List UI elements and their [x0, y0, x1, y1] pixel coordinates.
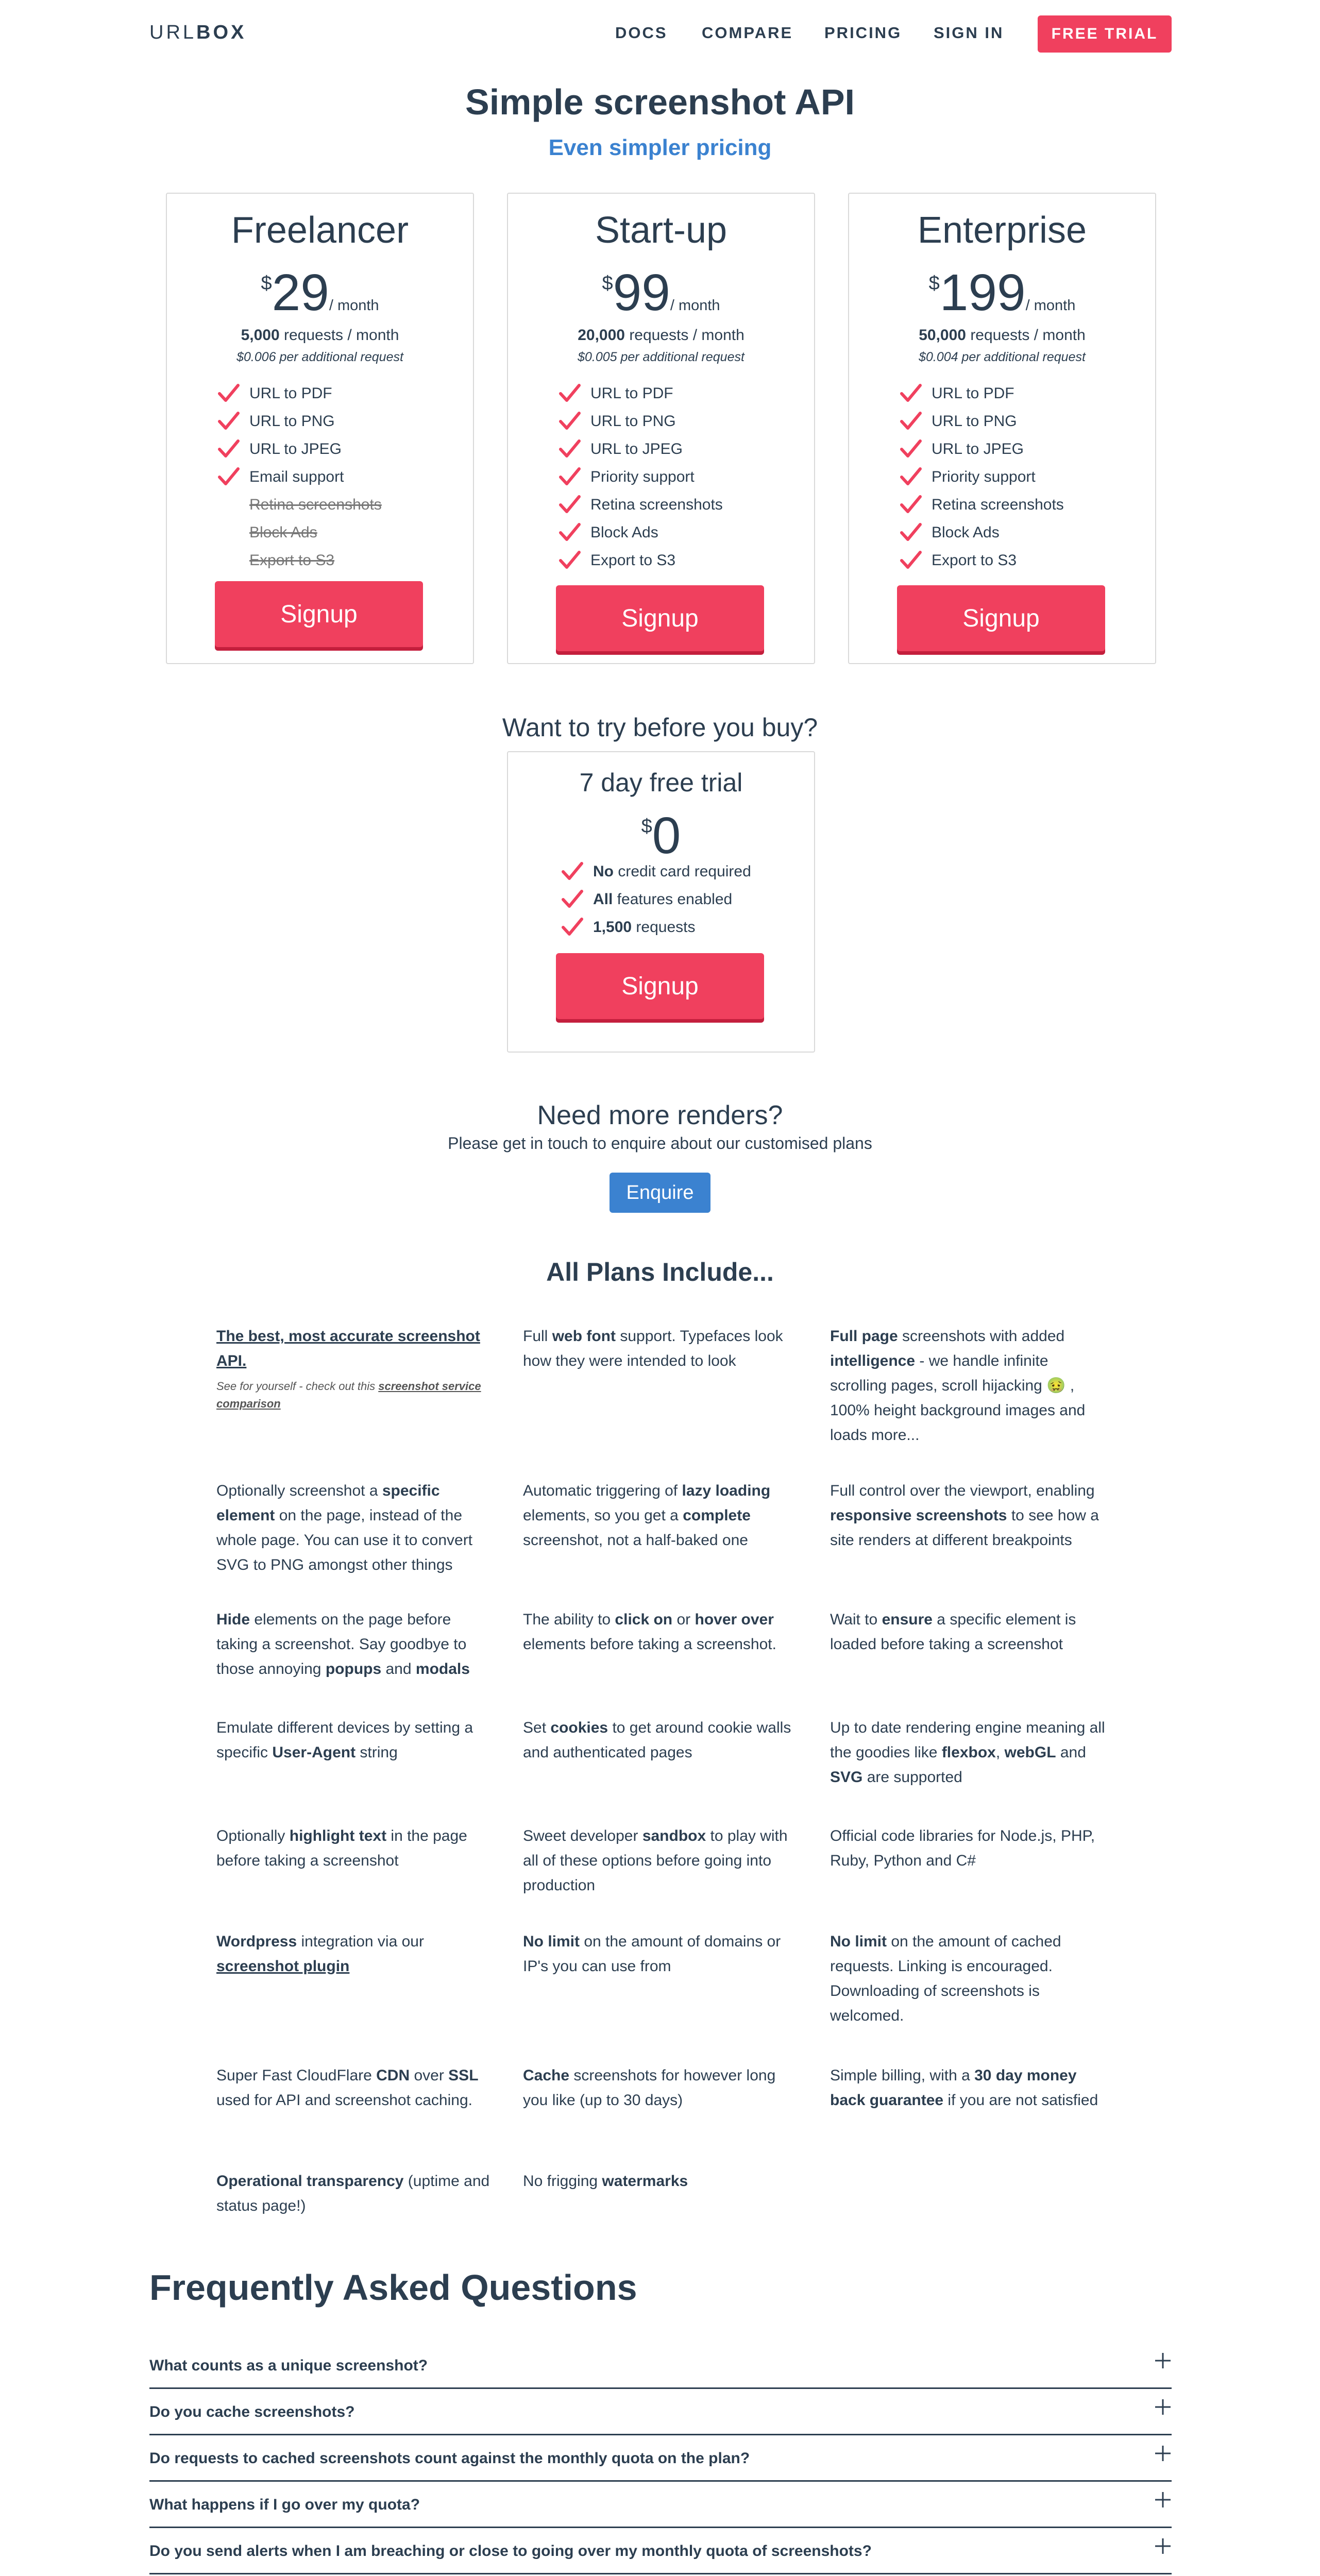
- check-icon: [561, 916, 584, 939]
- check-icon: [900, 549, 922, 572]
- faq-question[interactable]: Do you cache screenshots?: [149, 2403, 355, 2420]
- plan-name: Start-up: [595, 210, 727, 251]
- plan-price: $199/ month: [928, 264, 1076, 321]
- trial-heading: Want to try before you buy?: [502, 713, 818, 742]
- check-icon: [217, 438, 240, 461]
- plan-include-item: Hide elements on the page before taking a screenshot. Say goodbye to those annoying popups and modals: [216, 1611, 470, 1677]
- plan-include-item: The ability to click on or hover over elements before taking a screenshot.: [523, 1611, 776, 1653]
- plan-include-item: Optionally screenshot a specific element on the page, instead of the whole page. You can use it to convert SVG to PNG amongst other things: [216, 1482, 473, 1573]
- faq-question[interactable]: What happens if I go over my quota?: [149, 2496, 420, 2513]
- plan-include-item: No frigging watermarks: [523, 2173, 688, 2190]
- plan-include-item: Official code libraries for Node.js, PHP, Ruby, Python and C#: [830, 1827, 1095, 1869]
- check-icon: [217, 410, 240, 433]
- faq-item[interactable]: [149, 2435, 1172, 2482]
- signup-button[interactable]: Signup: [897, 585, 1105, 651]
- trial-feature: No credit card required: [593, 860, 751, 883]
- trial-name: 7 day free trial: [579, 768, 743, 797]
- signup-button[interactable]: Signup: [556, 585, 764, 651]
- trial-feature: All features enabled: [593, 888, 732, 911]
- plan-feature: Export to S3: [590, 549, 675, 572]
- plan-feature: URL to PDF: [590, 382, 673, 405]
- logo[interactable]: URLBOX: [149, 22, 247, 43]
- plus-icon: [1154, 2398, 1172, 2416]
- plan-extra-cost: $0.004 per additional request: [919, 350, 1086, 364]
- trial-card: [507, 751, 815, 1053]
- enquire-button[interactable]: Enquire: [610, 1173, 710, 1213]
- plan-include-item: The best, most accurate screenshot API. See for yourself - check out this screenshot service comparison: [216, 1328, 481, 1410]
- free-trial-button[interactable]: FREE TRIAL: [1038, 15, 1172, 53]
- plan-include-item: Cache screenshots for however long you like (up to 30 days): [523, 2067, 776, 2109]
- more-heading: Need more renders?: [537, 1100, 783, 1130]
- nav-sign-in[interactable]: SIGN IN: [934, 24, 1004, 42]
- check-icon: [559, 466, 581, 488]
- plan-feature: Email support: [249, 466, 344, 488]
- check-icon: [217, 466, 240, 488]
- plan-include-item: Sweet developer sandbox to play with all of these options before going into production: [523, 1827, 788, 1894]
- all-plans-heading: All Plans Include...: [546, 1258, 774, 1286]
- page-subtitle: Even simpler pricing: [548, 135, 772, 160]
- check-icon: [900, 438, 922, 461]
- plan-requests: 20,000 requests / month: [578, 327, 744, 344]
- plan-feature-excluded: Retina screenshots: [249, 496, 382, 513]
- plan-feature: URL to PNG: [932, 410, 1017, 433]
- nav-docs[interactable]: DOCS: [615, 24, 668, 42]
- plan-feature: URL to PNG: [590, 410, 676, 433]
- check-icon: [559, 549, 581, 572]
- plan-include-item: No limit on the amount of cached requests. Linking is encouraged. Downloading of screenshots is welcomed.: [830, 1933, 1061, 2024]
- plan-requests: 50,000 requests / month: [919, 327, 1086, 344]
- plan-include-item: Automatic triggering of lazy loading elements, so you get a complete screenshot, not a half-baked one: [523, 1482, 771, 1549]
- plan-name: Freelancer: [231, 210, 409, 251]
- plan-include-item: Full page screenshots with added intelligence - we handle infinite scrolling pages, scroll hijacking 🤢 , 100% height background images and loads more...: [830, 1328, 1086, 1444]
- check-icon: [561, 888, 584, 911]
- faq-item[interactable]: [149, 2343, 1172, 2389]
- trial-feature: 1,500 requests: [593, 916, 695, 939]
- check-icon: [900, 382, 922, 405]
- faq-heading: Frequently Asked Questions: [149, 2267, 637, 2308]
- plan-feature: URL to JPEG: [932, 438, 1024, 461]
- plan-feature: Priority support: [932, 466, 1036, 488]
- plan-feature: Block Ads: [590, 521, 658, 544]
- plus-icon: [1154, 2445, 1172, 2462]
- plan-feature: Priority support: [590, 466, 695, 488]
- plan-include-item: Full web font support. Typefaces look how they were intended to look: [523, 1328, 783, 1369]
- plan-feature-excluded: Block Ads: [249, 524, 317, 541]
- plan-feature: URL to JPEG: [249, 438, 342, 461]
- plan-feature: Export to S3: [932, 549, 1017, 572]
- check-icon: [561, 860, 584, 883]
- plus-icon: [1154, 2537, 1172, 2555]
- plan-feature: URL to JPEG: [590, 438, 683, 461]
- plan-price: $99/ month: [602, 264, 720, 321]
- nav-compare[interactable]: COMPARE: [702, 24, 793, 42]
- plan-price: $29/ month: [261, 264, 379, 321]
- plan-feature: Retina screenshots: [932, 494, 1064, 516]
- check-icon: [559, 382, 581, 405]
- plus-icon: [1154, 2491, 1172, 2509]
- plan-include-item: Super Fast CloudFlare CDN over SSL used for API and screenshot caching.: [216, 2067, 479, 2109]
- plan-extra-cost: $0.006 per additional request: [236, 350, 403, 364]
- trial-signup-button[interactable]: Signup: [556, 953, 764, 1019]
- pricing-card: [848, 193, 1156, 664]
- plan-include-item: Operational transparency (uptime and status page!): [216, 2173, 490, 2214]
- plan-feature: Block Ads: [932, 521, 1000, 544]
- plan-include-item: Simple billing, with a 30 day money back guarantee if you are not satisfied: [830, 2067, 1098, 2109]
- nav-pricing[interactable]: PRICING: [824, 24, 902, 42]
- check-icon: [559, 438, 581, 461]
- check-icon: [559, 521, 581, 544]
- page-title: Simple screenshot API: [465, 82, 855, 122]
- pricing-card: [507, 193, 815, 664]
- plan-include-item: Optionally highlight text in the page before taking a screenshot: [216, 1827, 467, 1869]
- plan-include-item: Full control over the viewport, enabling responsive screenshots to see how a site renders at different breakpoints: [830, 1482, 1099, 1549]
- plan-include-item: Set cookies to get around cookie walls and authenticated pages: [523, 1719, 791, 1761]
- plus-icon: [1154, 2352, 1172, 2369]
- pricing-card: [166, 193, 474, 664]
- plan-include-item: Wait to ensure a specific element is loaded before taking a screenshot: [830, 1611, 1076, 1653]
- plan-include-item: Emulate different devices by setting a specific User-Agent string: [216, 1719, 473, 1761]
- plan-requests: 5,000 requests / month: [241, 327, 399, 344]
- plan-feature: Retina screenshots: [590, 494, 723, 516]
- check-icon: [559, 410, 581, 433]
- plan-feature: URL to PNG: [249, 410, 335, 433]
- plan-feature-excluded: Export to S3: [249, 552, 335, 569]
- plan-include-item: No limit on the amount of domains or IP's you can use from: [523, 1933, 781, 1975]
- check-icon: [559, 494, 581, 516]
- signup-button[interactable]: Signup: [215, 581, 423, 647]
- faq-question[interactable]: What counts as a unique screenshot?: [149, 2357, 428, 2374]
- plan-include-item: Wordpress integration via our screenshot plugin: [216, 1933, 424, 1975]
- plan-name: Enterprise: [917, 210, 1087, 251]
- plan-extra-cost: $0.005 per additional request: [578, 350, 744, 364]
- faq-question[interactable]: Do requests to cached screenshots count against the monthly quota on the plan?: [149, 2450, 750, 2467]
- plan-feature: URL to PDF: [932, 382, 1014, 405]
- check-icon: [900, 410, 922, 433]
- plan-feature: URL to PDF: [249, 382, 332, 405]
- faq-item[interactable]: [149, 2389, 1172, 2435]
- more-text: Please get in touch to enquire about our customised plans: [448, 1134, 872, 1153]
- check-icon: [217, 382, 240, 405]
- faq-question[interactable]: Do you send alerts when I am breaching or close to going over my monthly quota of screenshots?: [149, 2543, 872, 2560]
- check-icon: [900, 466, 922, 488]
- check-icon: [900, 494, 922, 516]
- trial-price: $0: [641, 807, 681, 865]
- plan-include-item: Up to date rendering engine meaning all the goodies like flexbox, webGL and SVG are supported: [830, 1719, 1105, 1786]
- check-icon: [900, 521, 922, 544]
- faq-item[interactable]: [149, 2528, 1172, 2574]
- faq-item[interactable]: [149, 2482, 1172, 2528]
